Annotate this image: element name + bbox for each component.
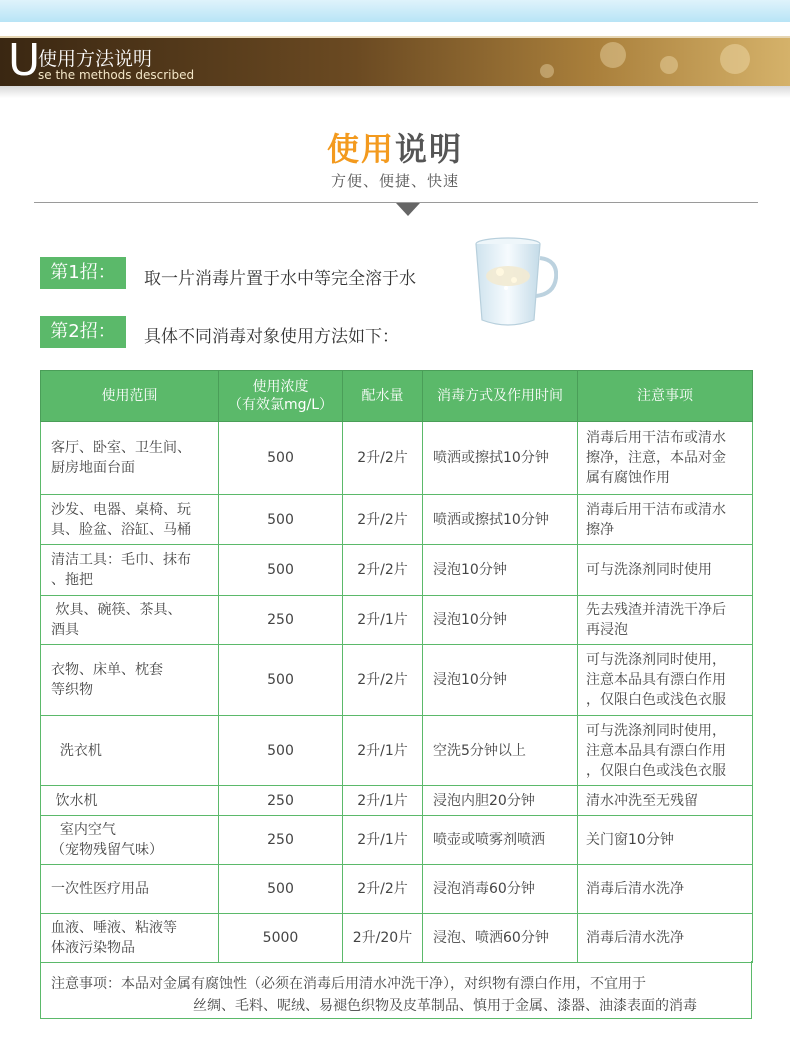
cell-note-line: 再浸泡 — [586, 622, 628, 638]
cell-note-line: 擦净 — [586, 521, 614, 538]
page-title-highlight: 使用 — [326, 130, 395, 168]
cell-concentration: 500 — [219, 545, 343, 596]
cell-concentration: 500 — [219, 422, 343, 495]
cell-water: 2升/1片 — [343, 816, 423, 865]
cell-scope — [41, 786, 219, 816]
bokeh-decor — [660, 56, 678, 74]
table-footnote — [40, 961, 752, 1019]
cell-scope-line: 体液污染物品 — [51, 940, 135, 956]
header-concentration-line1: 使用浓度 — [252, 379, 309, 395]
bokeh-decor — [540, 64, 554, 78]
cell-water: 2升/1片 — [343, 786, 423, 816]
bokeh-decor — [720, 44, 750, 74]
page-subtitle: 方便、便捷、快速 — [330, 172, 459, 190]
cell-note — [578, 786, 753, 816]
header-concentration-line2: （有效氯mg/L） — [227, 397, 334, 413]
cell-method: 浸泡10分钟 — [423, 645, 578, 716]
cell-note-line: 可与洗涤剂同时使用， — [586, 722, 726, 739]
cell-concentration: 250 — [219, 786, 343, 816]
table-row — [41, 596, 753, 645]
cell-scope-line: 厨房地面台面 — [51, 460, 135, 476]
cell-method: 空洗5分钟以上 — [423, 716, 578, 786]
cell-note-line: 属有腐蚀作用 — [586, 470, 670, 486]
banner-shadow — [0, 86, 790, 98]
cell-note — [578, 422, 753, 495]
cell-note-line: 注意本品具有漂白作用 — [586, 742, 726, 759]
cell-scope — [41, 816, 219, 865]
table-row — [41, 495, 753, 545]
header-water: 配水量 — [343, 371, 423, 422]
water-glass-icon — [468, 236, 558, 332]
table-row — [41, 645, 753, 716]
cell-concentration: 250 — [219, 596, 343, 645]
cell-water: 2升/2片 — [343, 422, 423, 495]
cell-scope-line: 洗衣机 — [51, 742, 102, 759]
cell-note — [578, 914, 753, 963]
cell-method: 浸泡消毒60分钟 — [423, 865, 578, 914]
cell-note-line: 可与洗涤剂同时使用， — [586, 652, 726, 668]
cell-concentration: 500 — [219, 716, 343, 786]
table-row — [41, 914, 753, 963]
cell-method: 浸泡10分钟 — [423, 596, 578, 645]
cell-method: 浸泡内胆20分钟 — [423, 786, 578, 816]
top-decor-bar — [0, 0, 790, 22]
cell-method: 喷洒或擦拭10分钟 — [423, 495, 578, 545]
table-header-row — [41, 371, 753, 422]
cell-method: 喷壶或喷雾剂喷洒 — [423, 816, 578, 865]
page-title-rest: 说明 — [395, 130, 464, 168]
cell-water: 2升/20片 — [343, 914, 423, 963]
cell-concentration: 250 — [219, 816, 343, 865]
table-row — [41, 422, 753, 495]
cell-water: 2升/2片 — [343, 645, 423, 716]
cell-scope-line: 饮水机 — [51, 792, 98, 809]
header-notes: 注意事项 — [578, 371, 753, 422]
step-1-badge: 第1招： — [40, 257, 126, 289]
cell-scope — [41, 865, 219, 914]
cell-note — [578, 816, 753, 865]
step-2-badge: 第2招： — [40, 316, 126, 348]
page-title — [0, 124, 790, 170]
cell-scope — [41, 596, 219, 645]
cell-water: 2升/1片 — [343, 596, 423, 645]
cell-note — [578, 645, 753, 716]
cell-scope-line: （宠物残留气味） — [51, 842, 163, 858]
table-row — [41, 545, 753, 596]
cell-note-line: 关门窗10分钟 — [586, 832, 674, 848]
bokeh-decor — [600, 42, 626, 68]
cell-note-line: ，仅限白色或浅色衣服 — [586, 762, 726, 779]
section-banner — [0, 36, 790, 86]
table-row — [41, 716, 753, 786]
cell-note — [578, 716, 753, 786]
cell-scope — [41, 645, 219, 716]
table-row — [41, 865, 753, 914]
cell-scope-line: 客厅、卧室、卫生间、 — [51, 440, 191, 456]
cell-scope — [41, 914, 219, 963]
header-concentration — [219, 371, 343, 422]
cell-water: 2升/1片 — [343, 716, 423, 786]
cell-note-line: 可与洗涤剂同时使用 — [586, 562, 712, 578]
cell-note-line: 擦净，注意，本品对金 — [586, 450, 726, 466]
usage-table — [40, 370, 753, 963]
footnote-line-1: 注意事项：本品对金属有腐蚀性（必须在消毒后用清水冲洗干净），对织物有漂白作用，不宜用于 — [51, 976, 646, 992]
cell-note-line: 注意本品具有漂白作用 — [586, 672, 726, 688]
cell-note-line: 消毒后清水洗净 — [586, 881, 684, 897]
cell-note-line: 清水冲洗至无残留 — [586, 792, 698, 809]
cell-note-line: 消毒后清水洗净 — [586, 930, 684, 946]
table-row — [41, 816, 753, 865]
cell-scope-line: 血液、唾液、粘液等 — [51, 920, 177, 936]
cell-note-line: 消毒后用干洁布或清水 — [586, 430, 726, 446]
cell-note — [578, 596, 753, 645]
cell-note — [578, 545, 753, 596]
cell-scope — [41, 495, 219, 545]
cell-concentration: 500 — [219, 645, 343, 716]
header-method: 消毒方式及作用时间 — [423, 371, 578, 422]
cell-scope-line: 、拖把 — [51, 572, 93, 588]
cell-scope-line: 衣物、床单、枕套 — [51, 662, 163, 678]
cell-water: 2升/2片 — [343, 495, 423, 545]
step-1-text: 取一片消毒片置于水中等完全溶于水 — [144, 269, 416, 289]
cell-scope-line: 酒具 — [51, 622, 79, 638]
cell-scope-line: 一次性医疗用品 — [51, 881, 149, 897]
cell-method: 喷洒或擦拭10分钟 — [423, 422, 578, 495]
cell-concentration: 500 — [219, 865, 343, 914]
cell-scope-line: 等织物 — [51, 682, 93, 698]
cell-scope-line: 炊具、碗筷、茶具、 — [51, 602, 182, 618]
cell-water: 2升/2片 — [343, 865, 423, 914]
cell-note — [578, 495, 753, 545]
cell-method: 浸泡10分钟 — [423, 545, 578, 596]
cell-scope-line: 具、脸盆、浴缸、马桶 — [51, 521, 191, 538]
cell-concentration: 500 — [219, 495, 343, 545]
cell-scope-line: 沙发、电器、桌椅、玩 — [51, 501, 191, 518]
banner-title: 使用方法说明 — [38, 48, 153, 70]
cell-note-line: ，仅限白色或浅色衣服 — [586, 692, 726, 708]
step-2-text: 具体不同消毒对象使用方法如下： — [144, 327, 399, 347]
cell-method: 浸泡、喷洒60分钟 — [423, 914, 578, 963]
banner-initial-letter: U — [8, 35, 41, 86]
cell-note — [578, 865, 753, 914]
table-row — [41, 786, 753, 816]
banner-subtitle: se the methods described — [38, 68, 195, 82]
cell-scope — [41, 545, 219, 596]
cell-scope — [41, 422, 219, 495]
footnote-line-2: 丝绸、毛料、呢绒、易褪色织物及皮革制品、慎用于金属、漆器、油漆表面的消毒 — [193, 998, 697, 1014]
cell-scope-line: 室内空气 — [51, 822, 116, 838]
cell-note-line: 消毒后用干洁布或清水 — [586, 501, 726, 518]
cell-note-line: 先去残渣并清洗干净后 — [586, 602, 726, 618]
divider-arrow-icon — [396, 203, 420, 216]
cell-concentration: 5000 — [219, 914, 343, 963]
cell-scope — [41, 716, 219, 786]
cell-water: 2升/2片 — [343, 545, 423, 596]
cell-scope-line: 清洁工具：毛巾、抹布 — [51, 552, 191, 568]
header-scope: 使用范围 — [41, 371, 219, 422]
